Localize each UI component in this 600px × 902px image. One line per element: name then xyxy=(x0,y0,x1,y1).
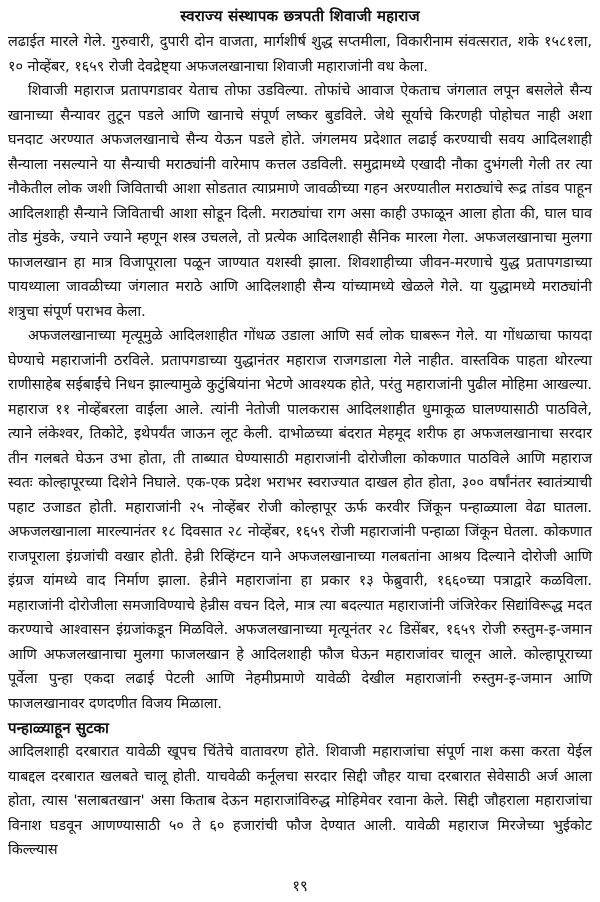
paragraph-continuation: लढाईत मारले गेले. गुरुवारी, दुपारी दोन वाजता, मार्गशीर्ष शुद्ध सप्तमीला, विकारीनाम संवत्सरात, शके १५८१ला, १० नोव्हेंबर, १६५९ रोजी देवद्रेष्ट्या अफजलखानाचा शिवाजी महाराजांनी वध केला. xyxy=(8,34,592,75)
section-heading: पन्हाळ्याहून सुटका xyxy=(8,719,109,737)
running-header-title: स्वराज्य संस्थापक छत्रपती शिवाजी महाराज xyxy=(180,7,420,25)
paragraph-pratapgad-battle: शिवाजी महाराज प्रतापगडावर येताच तोफा उडविल्या. तोफांचे आवाज ऐकताच जंगलात लपून बसलेले सैन्य खानाच्या सैन्यावर तुटून पडले आणि खानाचे संपूर्ण लष्कर बुडविले. जेथे सूर्याचे किरणही पोहोचत नाही अशा घनदाट अरण्यात अफजलखानाचे सैन्य येऊन पडले होते. जंगलमय प्रदेशात लढाई करण्याची सवय आदिलशाही सैन्याला नसल्याने या सैन्याची मराठ्यांनी वारेमाप कत्तल उडविली. समुद्रामध्ये एखादी नौका दुभंगली गेली तर त्या नौकेतील लोक जशी जिविताची आशा सोडतात त्याप्रमाणे जावळीच्या गहन अरण्यातील मराठ्यांचे रूद्र तांडव पाहून आदिलशाही सैन्याने जिविताची आशा सोडून दिली. मराठ्यांचा राग असा काही उफाळून आला होता की, घाल घाव तोड मुंडके, ज्याने ज्याने म्हणून शस्त्र उचलले, तो प्रत्येक आदिलशाही सैनिक मारला गेला. अफजलखानाचा मुलगा फाजलखान हा मात्र विजापूराला पळून जाण्यात यशस्वी झाला. शिवशाहीच्या जीवन-मरणाचे युद्ध प्रतापगडाच्या पायथ्याला जावळीच्या जंगलात मराठे आणि आदिलशाही सैन्य यांच्यामध्ये खेळले गेले. या युद्धामध्ये मराठ्यांनी शत्रुचा संपूर्ण पराभव केला. xyxy=(8,83,592,320)
book-page xyxy=(8,6,592,896)
paragraph-after-afzalkhan: अफजलखानाच्या मृत्यूमुळे आदिलशाहीत गोंधळ उडाला आणि सर्व लोक घाबरून गेले. या गोंधळाचा फायदा घेण्याचे महाराजांनी ठरविले. प्रतापगडाच्या युद्धानंतर महाराज राजगडाला गेले नाहीत. वास्तविक पाहता थोरल्या राणीसाहेब सईबाईंचे निधन झाल्यामुळे कुटुंबियांना भेटणे आवश्यक होते, परंतु महाराजांनी पुढील मोहिमा आखल्या. महाराज ११ नोव्हेंबरला वाईला आले. त्यांनी नेतोजी पालकरास आदिलशाहीत धुमाकूळ घालण्यासाठी पाठविले, त्याने लंकेश्वर, तिकोटे, इथेपर्यंत जाऊन लूट केली. दाभोळच्या बंदरात मेहमूद शरीफ हा अफजलखानाचा सरदार तीन गलबते घेऊन उभा होता, ती ताब्यात घेण्यासाठी महाराजांनी दोरोजीला कोकणात पाठविले आणि महाराज स्वतः कोल्हापूरच्या दिशेने निघाले. एक-एक प्रदेश भराभर स्वराज्यात दाखल होत होता, ३०० वर्षांनंतर स्वातंत्र्याची पहाट उजाडत होती. महाराजांनी २५ नोव्हेंबर रोजी कोल्हापूर ऊर्फ करवीर जिंकून पन्हाळ्याला वेढा घातला. अफजलखानाला मारल्यानंतर १८ दिवसात २८ नोव्हेंबर, १६५९ रोजी महाराजांनी पन्हाळा जिंकून घेतला. कोकणात राजपूराला इंग्रजांची वखार होती. हेन्री रिव्हिंग्टन याने अफजलखानाच्या गलबतांना आश्रय दिल्याने दोरोजी आणि इंग्रज यांमध्ये वाद निर्माण झाला. हेन्रीने महाराजांना हा प्रकार १३ फेब्रुवारी, १६६०च्या पत्राद्वारे कळविला. महाराजांनी दोरोजीला समजाविण्याचे हेन्रीस वचन दिले, मात्र त्या बदल्यात महाराजांनी जंजिरेकर सिद्यांविरूद्ध मदत करण्याचे आश्वासन इंग्रजांकडून मिळविले. अफजलखानाच्या मृत्यूनंतर २८ डिसेंबर, १६५९ रोजी रुस्तुम-इ-जमान आणि अफजलखानाचा मुलगा फाजलखान हे आदिलशाही फौज घेऊन महाराजांवर चालून आले. कोल्हापूराच्या पूर्वेला पुन्हा एकदा लढाई पेटली आणि नेहमीप्रमाणे यावेळी देखील महाराजांनी रुस्तुम-इ-जमान आणि फाजलखानावर दणदणीत विजय मिळाला. xyxy=(8,328,592,712)
paragraph-adilshahi-court: आदिलशाही दरबारात यावेळी खूपच चिंतेचे वातावरण होते. शिवाजी महाराजांचा संपूर्ण नाश कसा करता येईल याबद्दल दरबारात खलबते चालू होती. याचवेळी कर्नूलचा सरदार सिद्दी जौहर याचा दरबारात सेवेसाठी अर्ज आला होता, त्यास 'सलाबतखान' असा किताब देऊन महाराजांविरुद्ध मोहिमेवर रवाना केले. सिद्दी जौहराला महाराजांचा विनाश घडवून आणण्यासाठी ५० ते ६० हजारांची फौज देण्यात आली. यावेळी महाराज मिरजेच्या भुईकोट किल्ल्यास xyxy=(8,744,592,858)
page-number: १९ xyxy=(292,877,308,895)
